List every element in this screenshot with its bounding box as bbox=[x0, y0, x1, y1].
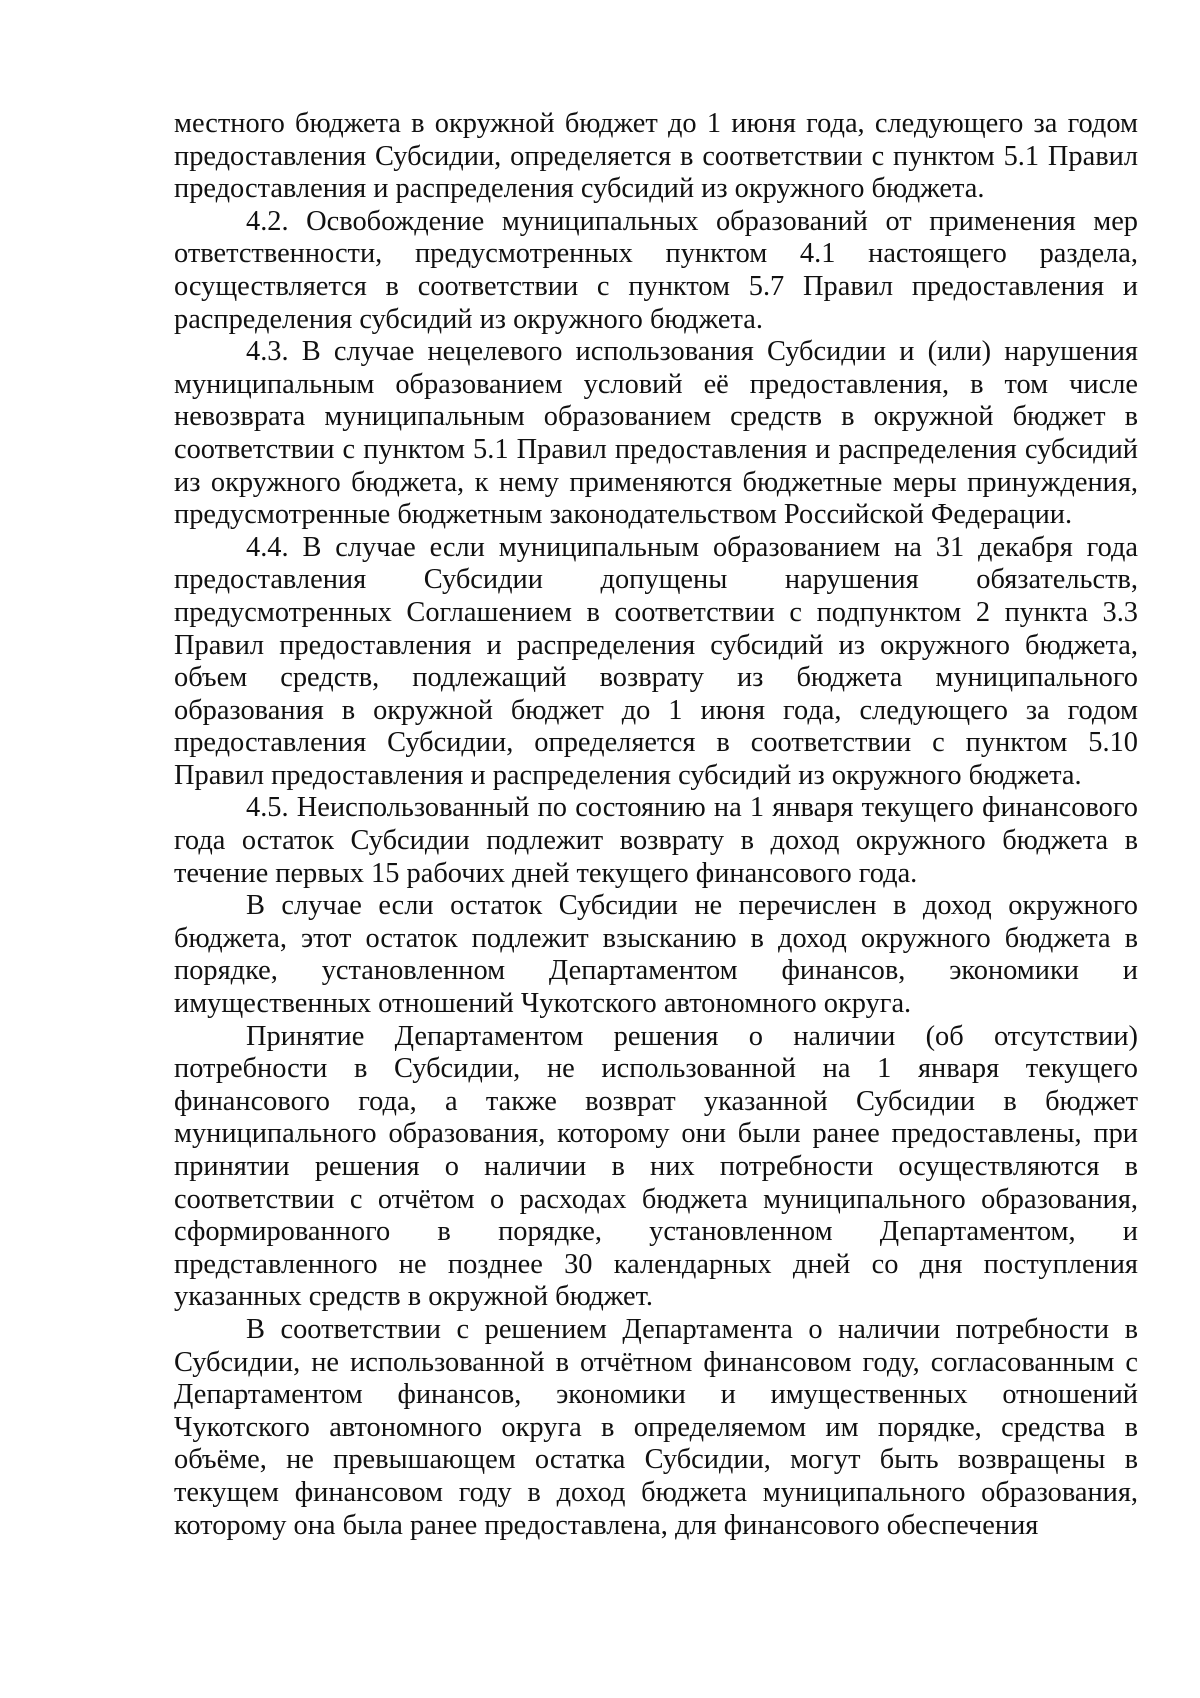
document-page bbox=[174, 108, 1138, 1542]
paragraph-4-4: 4.4. В случае если муниципальным образованием на 31 декабря года предоставления Субсидии допущены нарушения обязательств, предусмотренных Соглашением в соответствии с подпунктом 2 пункта 3.3 Правил предоставления и распределения субсидий из окружного бюджета, объем средств, подлежащий возврату из бюджета муниципального образования в окружной бюджет до 1 июня года, следующего за годом предоставления Субсидии, определяется в соответствии с пунктом 5.10 Правил предоставления и распределения субсидий из окружного бюджета. bbox=[174, 531, 1138, 791]
paragraph-4-2: 4.2. Освобождение муниципальных образований от применения мер ответственности, предусмотренных пунктом 4.1 настоящего раздела, осуществляется в соответствии с пунктом 5.7 Правил предоставления и распределения субсидий из окружного бюджета. bbox=[174, 205, 1138, 335]
paragraph-remainder-recovery: В случае если остаток Субсидии не перечислен в доход окружного бюджета, этот остаток подлежит взысканию в доход окружного бюджета в порядке, установленном Департаментом финансов, экономики и имущественных отношений Чукотского автономного округа. bbox=[174, 890, 1138, 1020]
paragraph-4-5: 4.5. Неиспользованный по состоянию на 1 января текущего финансового года остаток Субсидии подлежит возврату в доход окружного бюджета в течение первых 15 рабочих дней текущего финансового года. bbox=[174, 792, 1138, 889]
paragraph-return-funds: В соответствии с решением Департамента о наличии потребности в Субсидии, не использованной в отчётном финансовом году, согласованным с Департаментом финансов, экономики и имущественных отношений Чукотского автономного округа в определяемом им порядке, средства в объёме, не превышающем остатка Субсидии, могут быть возвращены в текущем финансовом году в доход бюджета муниципального образования, которому она была ранее предоставлена, для финансового обеспечения bbox=[174, 1313, 1138, 1541]
paragraph-continuation: местного бюджета в окружной бюджет до 1 июня года, следующего за годом предоставления Субсидии, определяется в соответствии с пунктом 5.1 Правил предоставления и распределения субсидий из окружного бюджета. bbox=[174, 108, 1138, 205]
paragraph-need-decision: Принятие Департаментом решения о наличии (об отсутствии) потребности в Субсидии, не использованной на 1 января текущего финансового года, а также возврат указанной Субсидии в бюджет муниципального образования, которому они были ранее предоставлены, при принятии решения о наличии в них потребности осуществляются в соответствии с отчётом о расходах бюджета муниципального образования, сформированного в порядке, установленном Департаментом, и представленного не позднее 30 календарных дней со дня поступления указанных средств в окружной бюджет. bbox=[174, 1020, 1138, 1313]
paragraph-4-3: 4.3. В случае нецелевого использования Субсидии и (или) нарушения муниципальным образованием условий её предоставления, в том числе невозврата муниципальным образованием средств в окружной бюджет в соответствии с пунктом 5.1 Правил предоставления и распределения субсидий из окружного бюджета, к нему применяются бюджетные меры принуждения, предусмотренные бюджетным законодательством Российской Федерации. bbox=[174, 336, 1138, 531]
